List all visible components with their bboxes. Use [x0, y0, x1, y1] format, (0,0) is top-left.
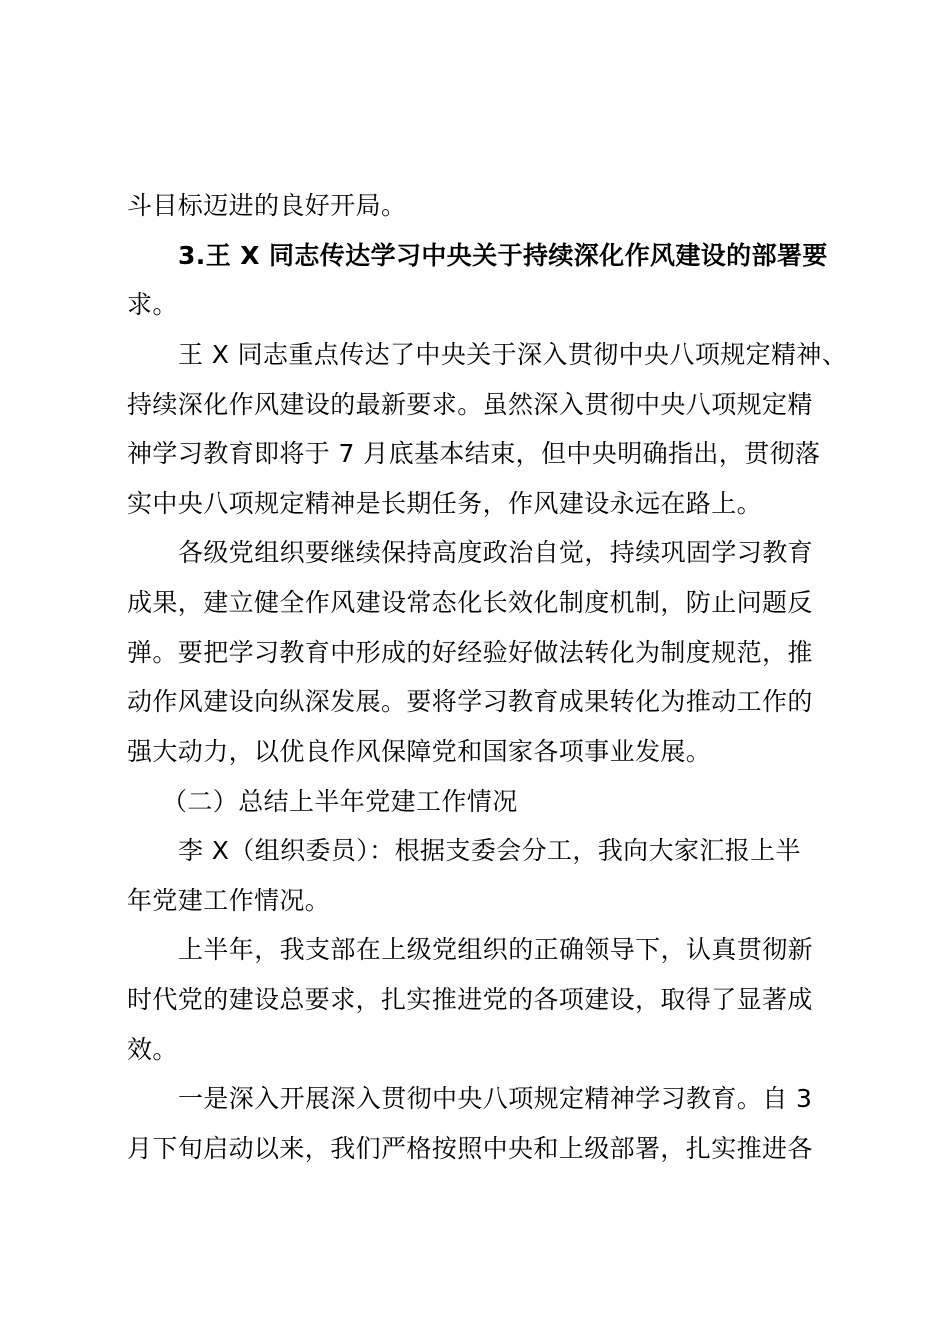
paragraph-first-line: 王 X 同志重点传达了中央关于深入贯彻中央八项规定精神、 — [178, 340, 848, 369]
text-line: 求。 — [127, 290, 178, 319]
text-line: 神学习教育即将于 7 月底基本结束，但中央明确指出，贯彻落 — [127, 439, 821, 468]
text-line: 持续深化作风建设的最新要求。虽然深入贯彻中央八项规定精 — [127, 390, 813, 419]
text-line: 成果，建立健全作风建设常态化长效化制度机制，防止问题反 — [127, 588, 813, 617]
text-line: 斗目标迈进的良好开局。 — [127, 191, 407, 220]
paragraph-first-line: 上半年，我支部在上级党组织的正确领导下，认真贯彻新 — [178, 935, 814, 964]
text-line: 强大动力，以优良作风保障党和国家各项事业发展。 — [127, 737, 712, 766]
paragraph-first-line: 李 X（组织委员）：根据支委会分工，我向大家汇报上半 — [178, 836, 801, 865]
paragraph-first-line: 一是深入开展深入贯彻中央八项规定精神学习教育。自 3 — [178, 1084, 813, 1113]
subsection-heading: （二）总结上半年党建工作情况 — [162, 787, 518, 816]
text-line: 时代党的建设总要求，扎实推进党的各项建设，取得了显著成 — [127, 985, 813, 1014]
text-line: 弹。要把学习教育中形成的好经验好做法转化为制度规范，推 — [127, 638, 813, 667]
text-line: 年党建工作情况。 — [127, 886, 331, 915]
section-heading: 3.王 X 同志传达学习中央关于持续深化作风建设的部署要 — [178, 241, 828, 270]
text-line: 动作风建设向纵深发展。要将学习教育成果转化为推动工作的 — [127, 687, 813, 716]
paragraph-first-line: 各级党组织要继续保持高度政治自觉，持续巩固学习教育 — [178, 538, 814, 567]
text-line: 效。 — [127, 1035, 178, 1064]
text-line: 实中央八项规定精神是长期任务，作风建设永远在路上。 — [127, 489, 763, 518]
text-line: 月下旬启动以来，我们严格按照中央和上级部署，扎实推进各 — [127, 1134, 813, 1163]
